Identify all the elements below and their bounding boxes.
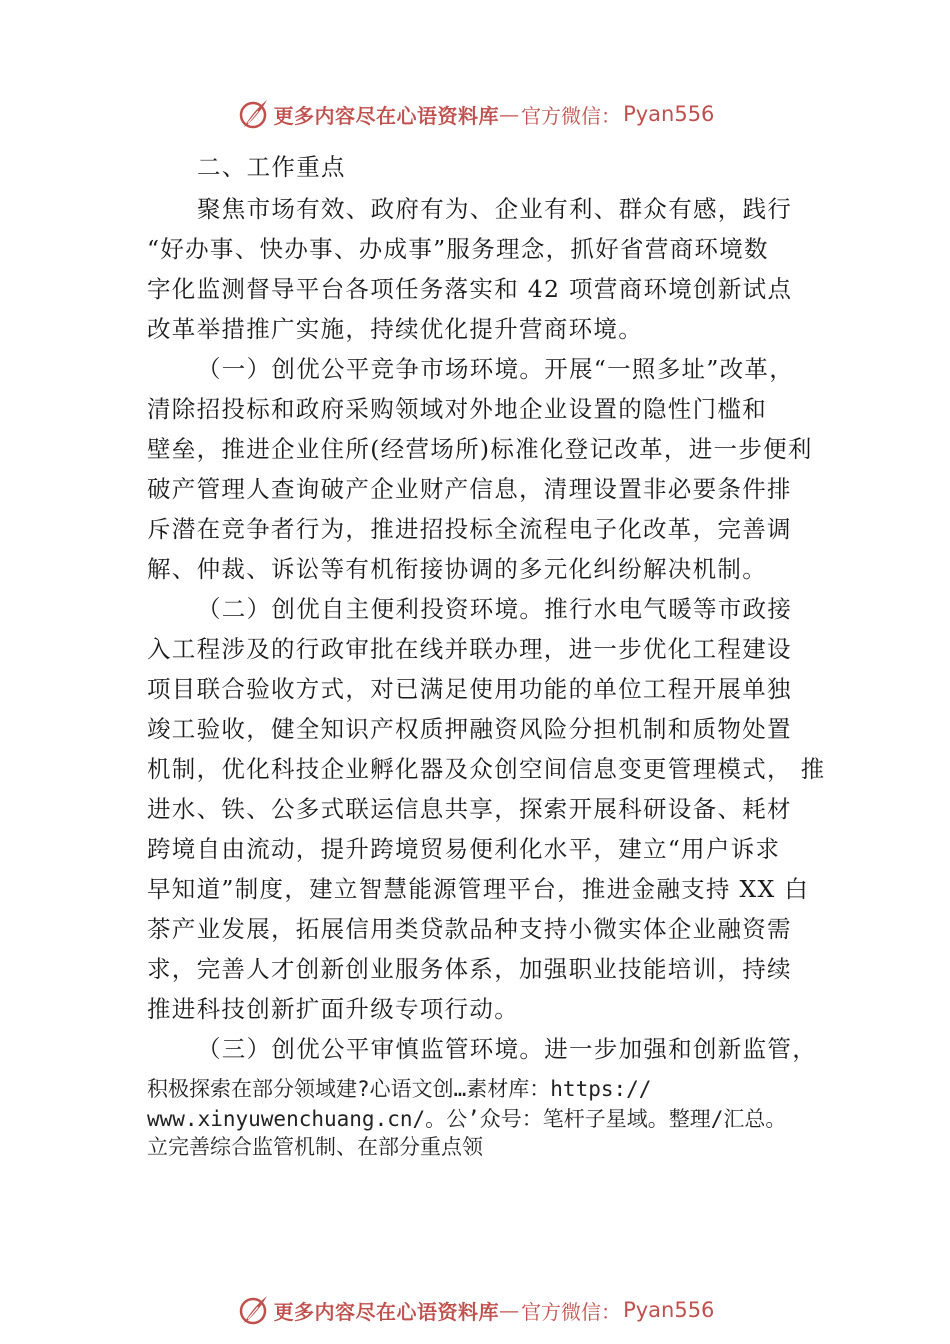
paragraph-line: 求，完善人才创新创业服务体系，加强职业技能培训，持续 [147, 955, 792, 983]
wechat-label: 官方微信： [521, 103, 622, 128]
source-note-line: www.xinyuwenchuang.cn/。公’众号：笔杆子星域。整理/汇总。 [147, 1107, 787, 1131]
paragraph-line: “好办事、快办事、办成事”服务理念，抓好省营商环境数 [147, 235, 769, 263]
paragraph-line: （一）创优公平竞争市场环境。开展“一照多址”改革， [197, 355, 795, 383]
paragraph-line: 项目联合验收方式，对已满足使用功能的单位工程开展单独 [147, 675, 792, 703]
section-heading: 二、工作重点 [197, 153, 346, 181]
paragraph-line: 破产管理人查询破产企业财产信息，清理设置非必要条件排 [147, 475, 792, 503]
watermark-separator: — [499, 1298, 520, 1322]
quill-logo-icon [236, 97, 270, 131]
paragraph-line: 解、仲裁、诉讼等有机衔接协调的多元化纠纷解决机制。 [147, 555, 767, 583]
watermark-text: 更多内容尽在心语资料库 [273, 1299, 500, 1324]
quill-logo-icon [236, 1293, 270, 1327]
paragraph-line: 推进科技创新扩面升级专项行动。 [147, 995, 519, 1023]
paragraph-line: 斥潜在竞争者行为，推进招投标全流程电子化改革，完善调 [147, 515, 792, 543]
paragraph-line: 入工程涉及的行政审批在线并联办理，进一步优化工程建设 [147, 635, 792, 663]
paragraph-line: （二）创优自主便利投资环境。推行水电气暖等市政接 [197, 595, 793, 623]
paragraph-line: 竣工验收，健全知识产权质押融资风险分担机制和质物处置 [147, 715, 792, 743]
paragraph-line: 壁垒，推进企业住所(经营场所)标准化登记改革，进一步便利 [147, 435, 813, 463]
wechat-id: Pyan556 [623, 102, 715, 126]
paragraph-line: 早知道”制度，建立智慧能源管理平台，推进金融支持 XX 白 [147, 875, 810, 903]
paragraph-line: （三）创优公平审慎监管环境。进一步加强和创新监管， [197, 1035, 817, 1063]
watermark-separator: — [499, 102, 520, 126]
source-note-line: 积极探索在部分领域建?心语文创…素材库：https:// [147, 1077, 652, 1101]
source-note-line: 立完善综合监管机制、在部分重点领 [147, 1135, 483, 1159]
paragraph-line: 茶产业发展，拓展信用类贷款品种支持小微实体企业融资需 [147, 915, 792, 943]
paragraph-line: 字化监测督导平台各项任务落实和 42 项营商环境创新试点 [147, 275, 793, 303]
footer-watermark [0, 1290, 950, 1330]
paragraph-line: 跨境自由流动，提升跨境贸易便利化水平，建立“用户诉求 [147, 835, 781, 863]
paragraph-line: 机制，优化科技企业孵化器及众创空间信息变更管理模式， 推 [147, 755, 826, 783]
paragraph-line: 改革举措推广实施，持续优化提升营商环境。 [147, 315, 643, 343]
wechat-label: 官方微信： [521, 1299, 622, 1324]
paragraph-line: 进水、铁、公多式联运信息共享，探索开展科研设备、耗材 [147, 795, 792, 823]
header-watermark [0, 94, 950, 134]
paragraph-line: 聚焦市场有效、政府有为、企业有利、群众有感，践行 [197, 195, 793, 223]
watermark-text: 更多内容尽在心语资料库 [273, 103, 500, 128]
paragraph-line: 清除招投标和政府采购领域对外地企业设置的隐性门槛和 [147, 395, 767, 423]
wechat-id: Pyan556 [623, 1298, 715, 1322]
